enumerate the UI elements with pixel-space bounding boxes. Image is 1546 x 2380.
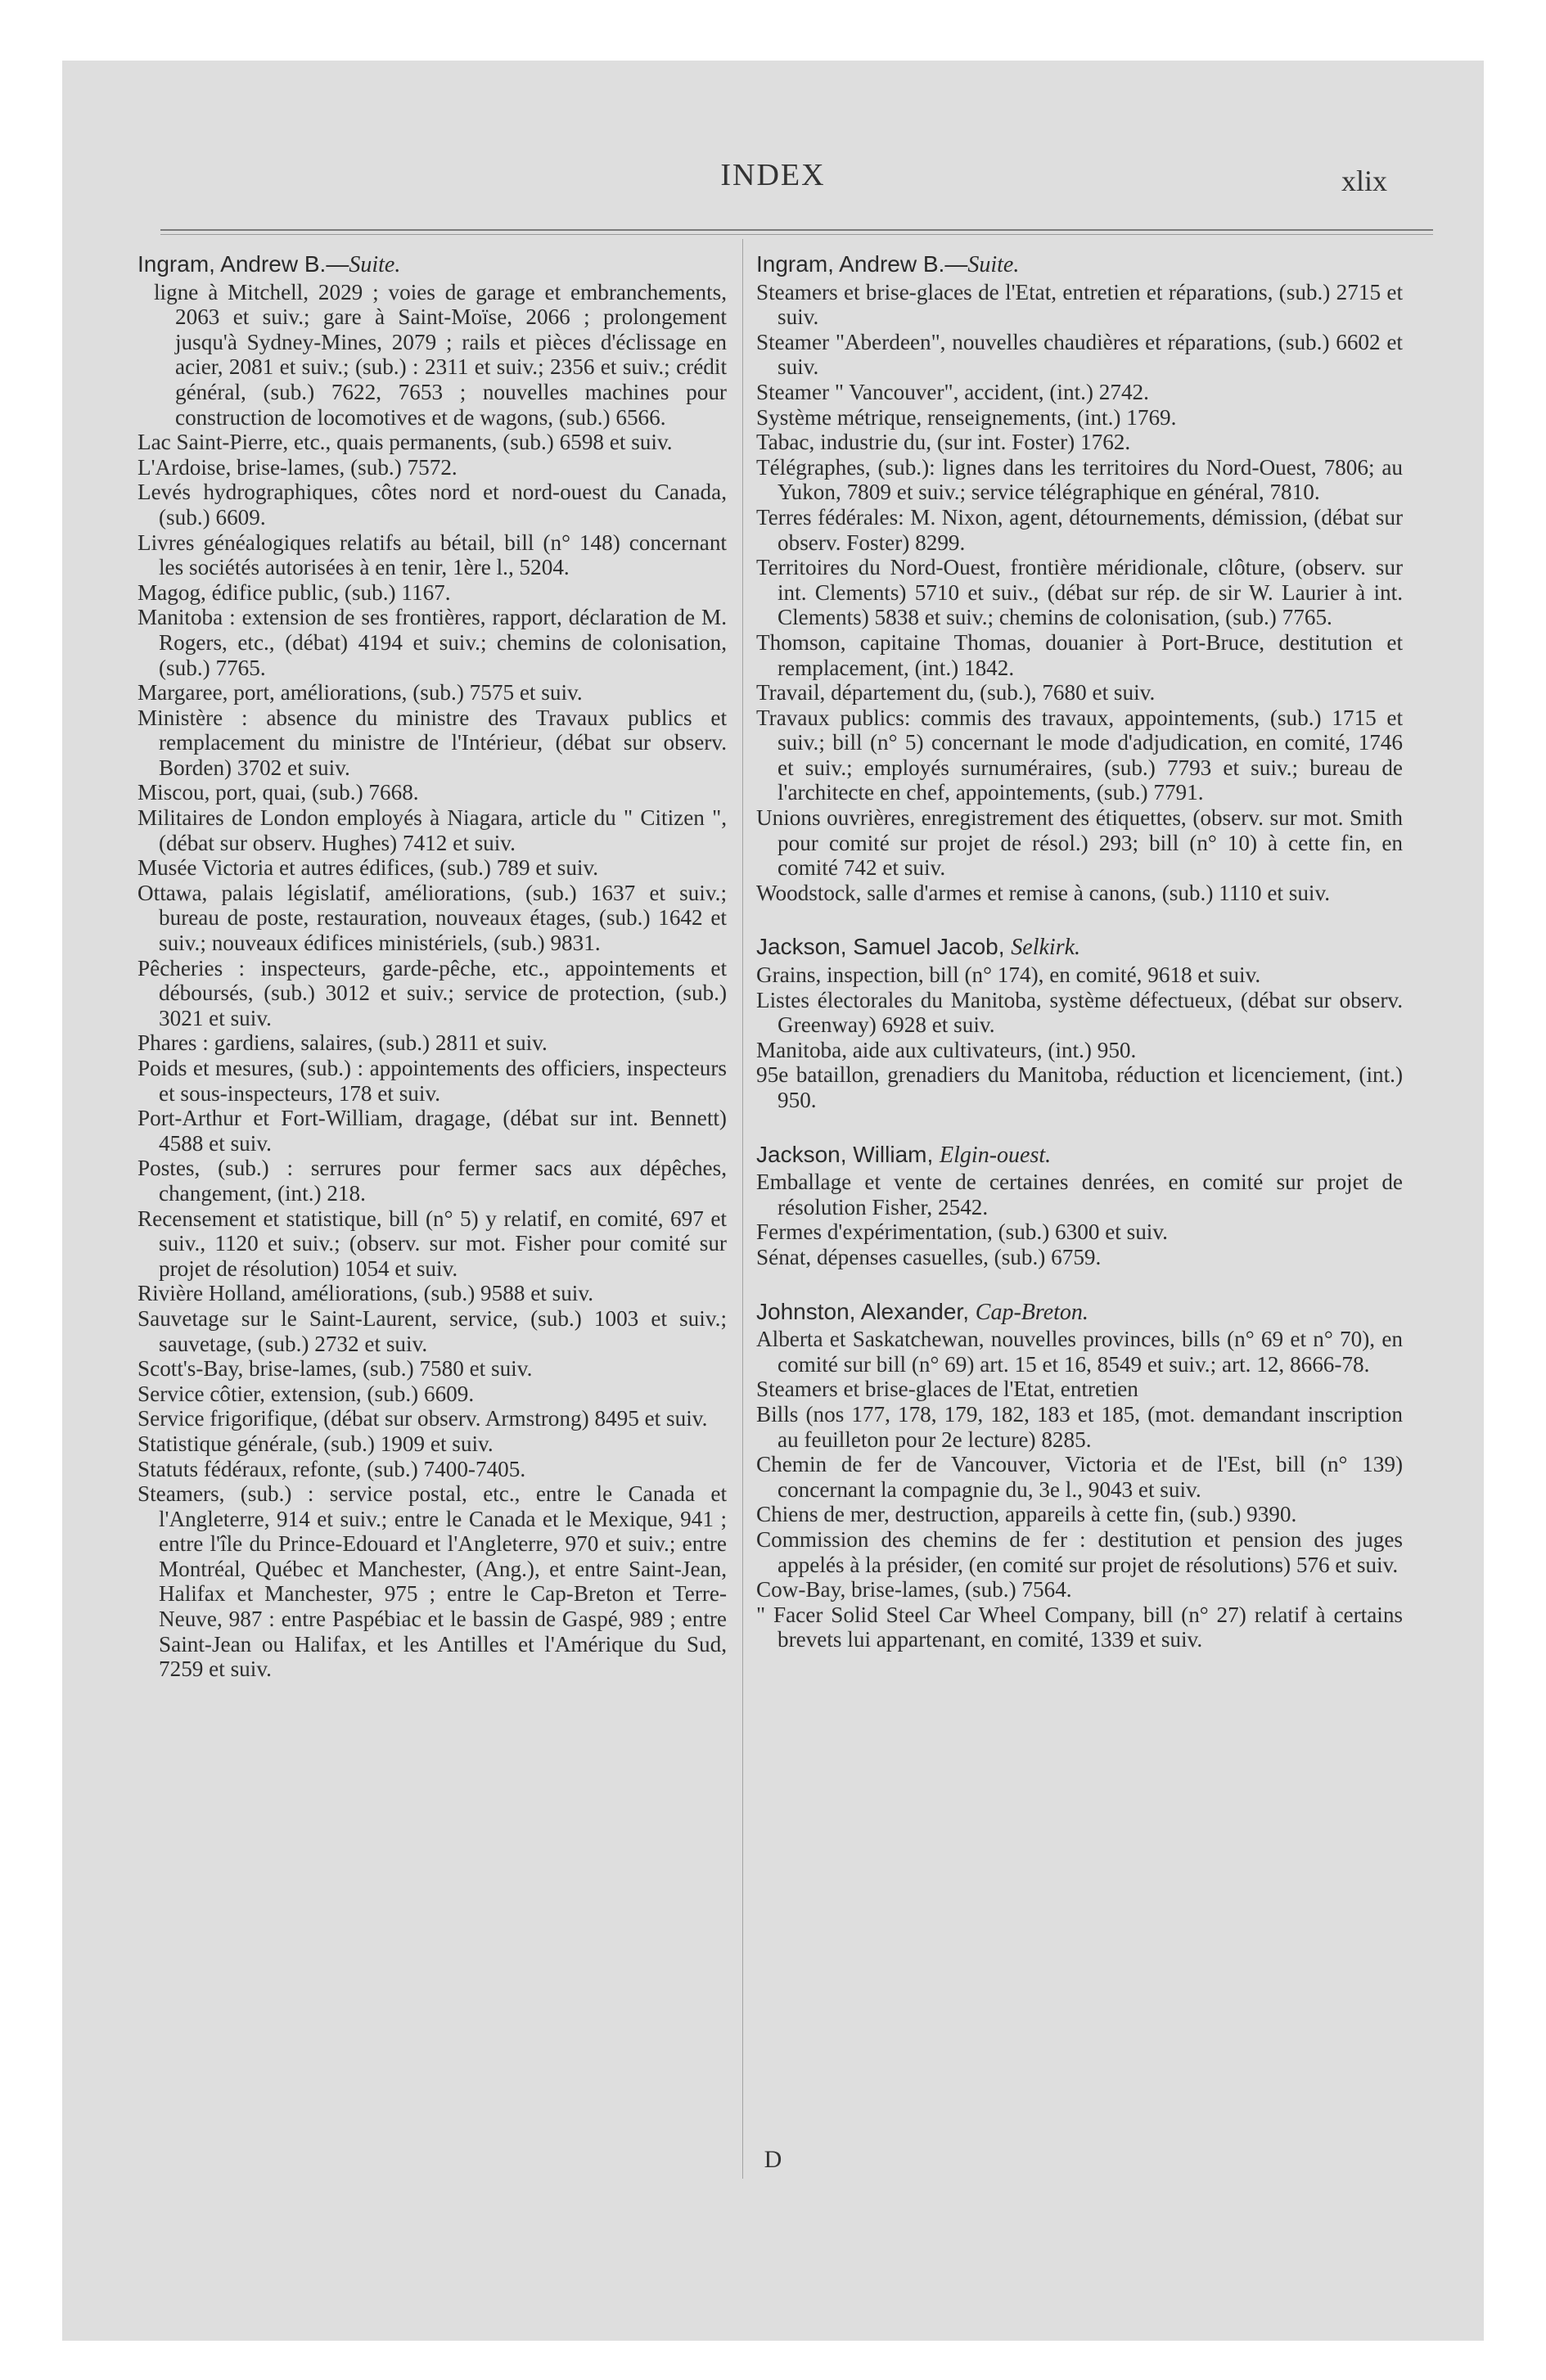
index-entry: Woodstock, salle d'armes et remise à canons, (sub.) 1110 et suiv.: [756, 880, 1331, 905]
index-entry: Pêcheries : inspecteurs, garde-pêche, etc., appointements et déboursés, (sub.) 3012 et suiv.; service de protection, (sub.) 3021 et suiv.: [137, 955, 727, 1030]
heading-suffix: Suite.: [967, 252, 1020, 277]
index-entry: Listes électorales du Manitoba, système défectueux, (débat sur observ. Greenway) 6928 et suiv.: [756, 987, 1403, 1038]
index-heading-jackson-samuel: [756, 935, 1403, 961]
heading-name: Johnston, Alexander,: [756, 1298, 969, 1324]
index-entry: Thomson, capitaine Thomas, douanier à Port-Bruce, destitution et remplacement, (int.) 1842.: [756, 629, 1403, 680]
index-entry: Steamers, (sub.) : service postal, etc., entre le Canada et l'Angleterre, 914 et suiv.; entre le Canada et le Mexique, 941 ; entre l'île du Prince-Edouard et l'Angleterre, 970 et suiv.; entre Montréal, Québec et Manchester, (Ang.), et entre Saint-Jean, Halifax et Manchester, 975 ; entre le Cap-Breton et Terre-Neuve, 987 : entre Paspébiac et le bassin de Gaspé, 989 ; entre Saint-Jean ou Halifax, et les Antilles et l'Amérique du Sud, 7259 et suiv.: [137, 1481, 727, 1682]
index-entry: Phares : gardiens, salaires, (sub.) 2811 et suiv.: [137, 1030, 548, 1056]
index-entry: Postes, (sub.) : serrures pour fermer sacs aux dépêches, changement, (int.) 218.: [137, 1156, 727, 1206]
index-entry: Fermes d'expérimentation, (sub.) 6300 et suiv.: [756, 1219, 1168, 1245]
index-entry: Chemin de fer de Vancouver, Victoria et de l'Est, bill (n° 139) concernant la compagnie du, 3e l., 9043 et suiv.: [756, 1452, 1403, 1502]
column-divider: [742, 239, 743, 2179]
page-number: xlix: [1341, 165, 1387, 197]
index-entry: Levés hydrographiques, côtes nord et nord-ouest du Canada, (sub.) 6609.: [137, 480, 727, 530]
index-entry: Margaree, port, améliorations, (sub.) 7575 et suiv.: [137, 680, 583, 705]
index-entry: Système métrique, renseignements, (int.) 1769.: [756, 404, 1177, 430]
heading-name: Jackson, William,: [756, 1141, 934, 1167]
index-entry: Steamers et brise-glaces de l'Etat, entretien: [756, 1377, 1138, 1402]
index-entry: Manitoba : extension de ses frontières, rapport, déclaration de M. Rogers, etc., (débat) 4194 et suiv.; chemins de colonisation, (sub.) 7765.: [137, 605, 727, 680]
signature-letter: D: [764, 2146, 782, 2173]
index-entry: Ministère : absence du ministre des Travaux publics et remplacement du ministre de l'Intérieur, (débat sur observ. Borden) 3702 et suiv.: [137, 705, 727, 780]
index-entry: Miscou, port, quai, (sub.) 7668.: [137, 780, 419, 805]
left-column: [137, 252, 727, 1682]
index-entry: Travail, département du, (sub.), 7680 et suiv.: [756, 680, 1156, 705]
index-entry: Rivière Holland, améliorations, (sub.) 9588 et suiv.: [137, 1281, 593, 1306]
index-entry: Militaires de London employés à Niagara, article du " Citizen ", (débat sur observ. Hughes) 7412 et suiv.: [137, 805, 727, 855]
index-entry: Steamer "Aberdeen", nouvelles chaudières et réparations, (sub.) 6602 et suiv.: [756, 329, 1403, 380]
index-entry: Alberta et Saskatchewan, nouvelles provinces, bills (n° 69 et n° 70), en comité sur bill (n° 69) art. 15 et 16, 8549 et suiv.; art. 12, 8666-78.: [756, 1327, 1403, 1377]
index-entry: Scott's-Bay, brise-lames, (sub.) 7580 et suiv.: [137, 1356, 533, 1382]
index-entry: Livres généalogiques relatifs au bétail, bill (n° 148) concernant les sociétés autorisées à en tenir, 1ère l., 5204.: [137, 530, 727, 580]
heading-name: Jackson, Samuel Jacob,: [756, 934, 1005, 960]
header-rule-secondary: [160, 234, 1433, 235]
index-entry: Manitoba, aide aux cultivateurs, (int.) 950.: [756, 1037, 1137, 1062]
index-entry: Statuts fédéraux, refonte, (sub.) 7400-7405.: [137, 1456, 526, 1481]
index-entry: 95e bataillon, grenadiers du Manitoba, réduction et licenciement, (int.) 950.: [756, 1062, 1403, 1112]
index-entry: Port-Arthur et Fort-William, dragage, (débat sur int. Bennett) 4588 et suiv.: [137, 1106, 727, 1156]
index-entry: Télégraphes, (sub.): lignes dans les territoires du Nord-Ouest, 7806; au Yukon, 7809 et suiv.; service télégraphique en général, 7810.: [756, 454, 1403, 505]
index-entry: Poids et mesures, (sub.) : appointements des officiers, inspecteurs et sous-inspecteurs, 178 et suiv.: [137, 1056, 727, 1106]
index-entry: Commission des chemins de fer : destitution et pension des juges appelés à la présider, (en comité sur projet de résolutions) 576 et suiv.: [756, 1526, 1403, 1577]
index-entry: Unions ouvrières, enregistrement des étiquettes, (observ. sur mot. Smith pour comité sur projet de résol.) 293; bill (n° 10) à cette fin, en comité 742 et suiv.: [756, 805, 1403, 881]
index-entry: Musée Victoria et autres édifices, (sub.) 789 et suiv.: [137, 855, 599, 881]
index-heading-ingram-continued: [756, 252, 1403, 278]
heading-name: Ingram, Andrew B.—: [756, 251, 968, 277]
index-entry: Sénat, dépenses casuelles, (sub.) 6759.: [756, 1244, 1102, 1269]
index-heading-ingram: [137, 252, 727, 278]
index-heading-jackson-william: [756, 1143, 1403, 1169]
index-entry: Territoires du Nord-Ouest, frontière méridionale, clôture, (observ. sur int. Clements) 5710 et suiv., (débat sur rép. de sir W. Laurier à int. Clements) 5838 et suiv.; chemins de colonisation, (sub.) 7765.: [756, 555, 1403, 630]
index-entry: Service côtier, extension, (sub.) 6609.: [137, 1381, 475, 1406]
index-entry: ligne à Mitchell, 2029 ; voies de garage et embranchements, 2063 et suiv.; gare à Saint-Moïse, 2066 ; prolongement jusqu'à Sydney-Mines, 2079 ; rails et pièces d'éclissage en acier, 2081 et suiv.; (sub.) : 2311 et suiv.; 2356 et suiv.; crédit général, (sub.) 7622, 7653 ; nouvelles machines pour construction de locomotives et de wagons, (sub.) 6566.: [154, 279, 727, 430]
running-header-title: INDEX: [720, 158, 826, 192]
heading-name: Ingram, Andrew B.—: [137, 251, 349, 277]
index-entry: Lac Saint-Pierre, etc., quais permanents, (sub.) 6598 et suiv.: [137, 430, 673, 455]
index-entry: Emballage et vente de certaines denrées, en comité sur projet de résolution Fisher, 2542.: [756, 1170, 1403, 1219]
index-entry: Statistique générale, (sub.) 1909 et suiv.: [137, 1431, 494, 1456]
index-entry: Tabac, industrie du, (sur int. Foster) 1762.: [756, 430, 1131, 455]
index-entry: Terres fédérales: M. Nixon, agent, détournements, démission, (débat sur observ. Foster) 8299.: [756, 504, 1403, 555]
index-entry: " Facer Solid Steel Car Wheel Company, bill (n° 27) relatif à certains brevets lui appartenant, en comité, 1339 et suiv.: [756, 1602, 1403, 1652]
index-entry: Steamer " Vancouver", accident, (int.) 2742.: [756, 379, 1149, 404]
index-entry: Sauvetage sur le Saint-Laurent, service, (sub.) 1003 et suiv.; sauvetage, (sub.) 2732 et suiv.: [137, 1305, 727, 1356]
index-entry: Service frigorifique, (débat sur observ. Armstrong) 8495 et suiv.: [137, 1406, 708, 1431]
index-entry: Magog, édifice public, (sub.) 1167.: [137, 579, 451, 605]
heading-suffix: Cap-Breton.: [975, 1299, 1089, 1325]
scanned-page: [62, 61, 1484, 2341]
index-entry: Ottawa, palais législatif, améliorations, (sub.) 1637 et suiv.; bureau de poste, restauration, nouveaux étages, (sub.) 1642 et suiv.; nouveaux édifices ministériels, (sub.) 9831.: [137, 880, 727, 956]
page-sheet: [62, 61, 1484, 2341]
index-entry: Cow-Bay, brise-lames, (sub.) 7564.: [756, 1577, 1072, 1602]
right-column: [756, 252, 1403, 1652]
heading-suffix: Suite.: [349, 252, 401, 277]
index-entry: Steamers et brise-glaces de l'Etat, entretien et réparations, (sub.) 2715 et suiv.: [756, 279, 1403, 330]
heading-suffix: Elgin-ouest.: [940, 1142, 1052, 1168]
index-entry: Recensement et statistique, bill (n° 5) y relatif, en comité, 697 et suiv., 1120 et suiv.; (observ. sur mot. Fisher pour comité sur projet de résolution) 1054 et suiv.: [137, 1206, 727, 1281]
index-entry: Travaux publics: commis des travaux, appointements, (sub.) 1715 et suiv.; bill (n° 5) concernant le mode d'adjudication, en comité, 1746 et suiv.; employés surnuméraires, (sub.) 7793 et suiv.; bureau de l'architecte en chef, appointements, (sub.) 7791.: [756, 705, 1403, 805]
index-entry: Grains, inspection, bill (n° 174), en comité, 9618 et suiv.: [756, 962, 1261, 988]
header-rule: [160, 229, 1433, 231]
index-entry: L'Ardoise, brise-lames, (sub.) 7572.: [137, 454, 457, 480]
index-entry: Bills (nos 177, 178, 179, 182, 183 et 185, (mot. demandant inscription au feuilleton pour 2e lecture) 8285.: [756, 1401, 1403, 1452]
index-heading-johnston-alexander: [756, 1300, 1403, 1326]
heading-suffix: Selkirk.: [1011, 935, 1081, 961]
index-entry: Chiens de mer, destruction, appareils à cette fin, (sub.) 9390.: [756, 1502, 1297, 1527]
